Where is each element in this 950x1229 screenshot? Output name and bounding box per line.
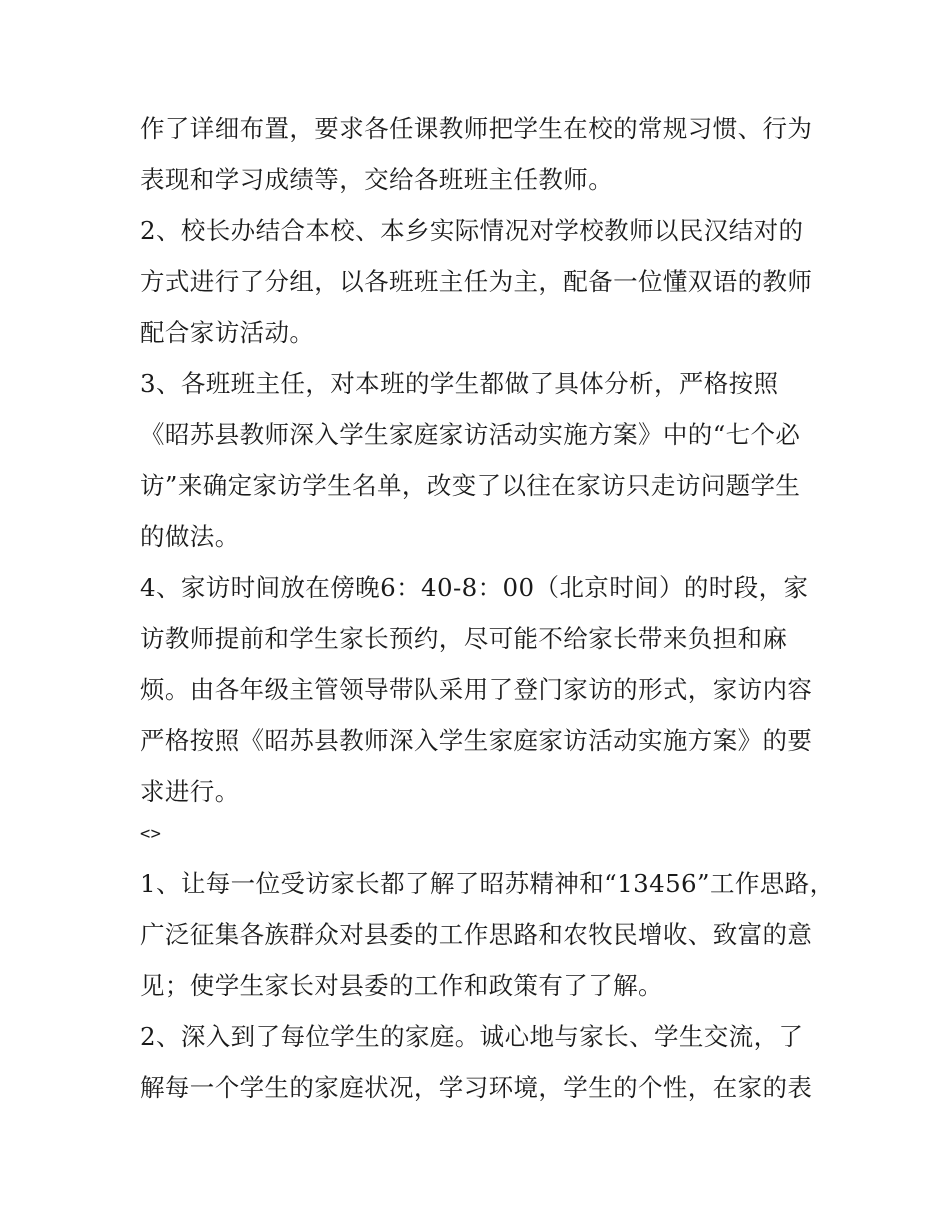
- text-line: 《昭苏县教师深入学生家庭家访活动实施方案》中的“七个必: [140, 420, 801, 449]
- text-line: 配合家访活动。: [140, 318, 315, 347]
- text-line: 求进行。: [140, 777, 240, 806]
- text-line: 2、校长办结合本校、本乡实际情况对学校教师以民汉结对的: [140, 216, 804, 245]
- text-line: 的做法。: [140, 522, 240, 551]
- text-line: 2、深入到了每位学生的家庭。诚心地与家长、学生交流，了: [140, 1022, 804, 1051]
- text-line: 作了详细布置，要求各任课教师把学生在校的常规习惯、行为: [140, 114, 813, 143]
- text-line: 4、家访时间放在傍晚6：40-8：00（北京时间）的时段，家: [140, 573, 809, 602]
- text-line: 严格按照《昭苏县教师深入学生家庭家访活动实施方案》的要: [140, 726, 813, 755]
- section-marker: <>: [140, 824, 162, 844]
- text-line: 访”来确定家访学生名单，改变了以往在家访只走访问题学生: [140, 471, 801, 500]
- text-line: 解每一个学生的家庭状况，学习环境，学生的个性，在家的表: [140, 1073, 813, 1102]
- text-line: 方式进行了分组，以各班班主任为主，配备一位懂双语的教师: [140, 267, 813, 296]
- text-line: 见；使学生家长对县委的工作和政策有了了解。: [140, 971, 663, 1000]
- text-line: 广泛征集各族群众对县委的工作思路和农牧民增收、致富的意: [140, 920, 813, 949]
- text-line: 烦。由各年级主管领导带队采用了登门家访的形式，家访内容: [140, 675, 813, 704]
- text-line: 访教师提前和学生家长预约，尽可能不给家长带来负担和麻: [140, 624, 788, 653]
- text-line: 1、让每一位受访家长都了解了昭苏精神和“13456”工作思路，: [140, 869, 835, 898]
- text-line: 3、各班班主任，对本班的学生都做了具体分析，严格按照: [140, 369, 779, 398]
- text-line: 表现和学习成绩等，交给各班班主任教师。: [140, 165, 614, 194]
